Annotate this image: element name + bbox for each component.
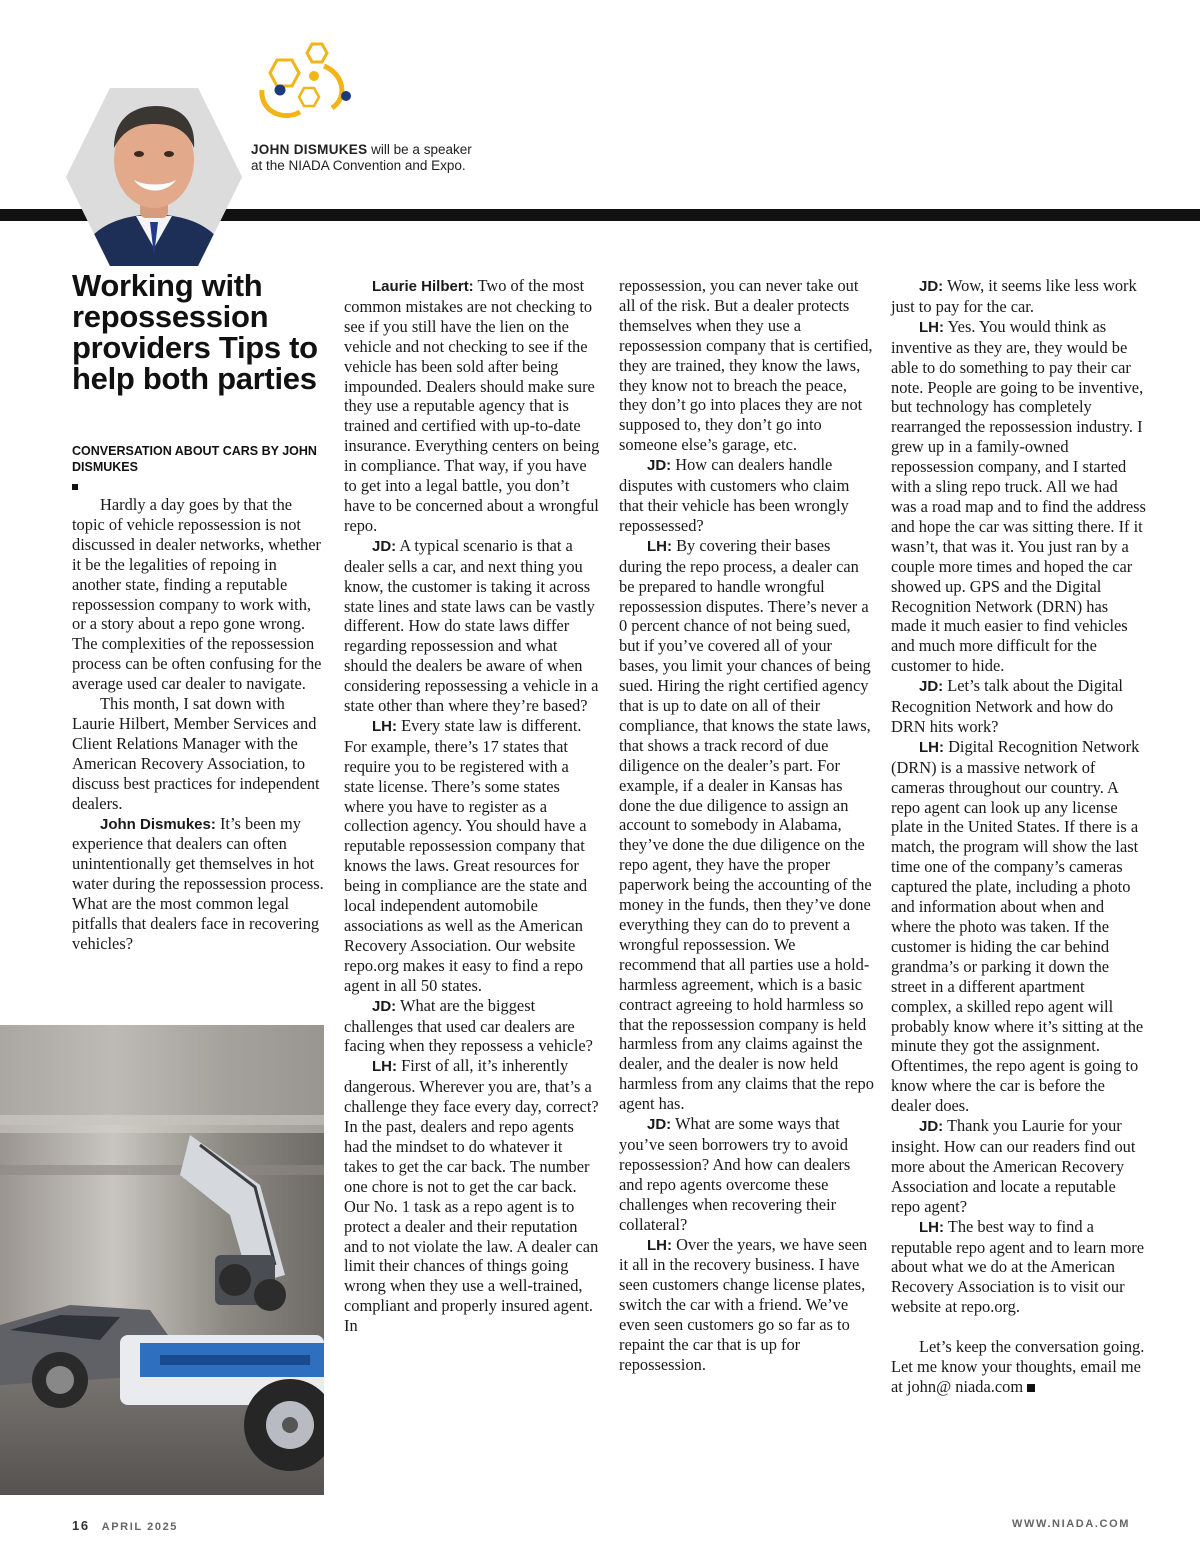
paragraph-text: repossession, you can never take out all of the risk. But a dealer protects themselves when they use a repossession company that is certified, they are trained, they know the laws, they know not to breach the peace, they don’t go into places they are not supposed to, they don’t go into someone else’s garage, etc.: [619, 276, 873, 455]
tow-truck-photo: [0, 1025, 324, 1495]
paragraph-text: Wow, it seems like less work just to pay for the car.: [891, 276, 1137, 316]
paragraph-text: The best way to find a reputable repo agent and to learn more about what we do at the American Recovery Association is to visit our website at repo.org.: [891, 1216, 1145, 1317]
paragraph-text: Every state law is different. For example, there’s 17 states that require you to be registered with a state license. There’s some states where you have to register as a collection agency. You should have a reputable repossession company that knows the laws. Great resources for being in compliance are the state and local independent automobile associations as well as the American Recovery Association. Our website repo.org makes it easy to find a repo agent in all 50 states.: [344, 715, 588, 995]
speaker-label: LH:: [647, 537, 672, 555]
footer-folio: [72, 1518, 178, 1533]
article-title: Working with repossession providers Tips to help both parties: [72, 268, 318, 396]
speaker-label: LH:: [919, 1218, 944, 1236]
paragraph: [72, 814, 328, 954]
speaker-label: LH:: [919, 738, 944, 756]
speaker-label: LH:: [372, 1058, 397, 1076]
paragraph-text: It’s been my experience that dealers can often unintentionally get themselves in hot water during the repossession process. What are the most common legal pitfalls that dealers face in recovering vehicles?: [72, 813, 324, 953]
paragraph-text: Over the years, we have seen it all in the recovery business. I have seen customers change license plates, switch the car with a friend. We’ve even seen customers go so far as to repaint the car that is up for repossession.: [619, 1234, 868, 1374]
issue-date: APRIL 2025: [101, 1521, 178, 1533]
speaker-label: LH:: [647, 1236, 672, 1254]
byline-bullet: [72, 484, 78, 490]
paragraph: [619, 1114, 875, 1234]
paragraph-continued: [619, 276, 875, 455]
footer-website: WWW.NIADA.COM: [1012, 1518, 1130, 1530]
paragraph: [72, 694, 328, 813]
speaker-label: JD:: [372, 997, 397, 1015]
paragraph-text: Let’s keep the conversation going. Let me know your thoughts, email me at john@ niada.com: [891, 1337, 1145, 1396]
paragraph: [344, 716, 600, 996]
paragraph-text: What are the biggest challenges that used car dealers are facing when they repossess a vehicle?: [344, 995, 593, 1056]
article-column-2: [344, 276, 600, 1336]
speaker-label: JD:: [919, 678, 944, 696]
paragraph: [344, 536, 600, 716]
paragraph-text: A typical scenario is that a dealer sells a car, and next thing you know, the customer is taking it across state lines and state laws can be vastly different. How do state laws differ regarding repossession and what should the dealers be aware of when considering repossessing a vehicle in a state other than where they’re based?: [344, 535, 599, 716]
speaker-note: [251, 142, 481, 174]
paragraph: [891, 676, 1147, 737]
paragraph-text: Two of the most common mistakes are not checking to see if you still have the lien on the vehicle and not checking to see if the vehicle has been sold after being impounded. Dealers should make sure they use a reputable agency that is trained and certified with up-to-date insurance. Everything centers on being in compliance. That way, if you have to get into a legal battle, you don’t have to be concerned about a wrongful repo.: [344, 276, 600, 535]
paragraph-text: Digital Recognition Network (DRN) is a massive network of cameras throughout our country. A repo agent can look up any license plate in the United States. If there is a match, the program will show the last time one of the company’s cameras captured the plate, including a photo and information about when and where the photo was taken. If the customer is hiding the car behind grandma’s or parking it down the street in a different apartment complex, a skilled repo agent will probably know where it’s sitting at the minute they got the assignment. Oftentimes, the repo agent is going to know where the car is before the dealer does.: [891, 736, 1144, 1116]
speaker-label: JD:: [647, 457, 672, 475]
paragraph-text: By covering their bases during the repo process, a dealer can be prepared to handle wrongful repossession disputes. There’s never a 0 percent chance of not being sued, but if you’ve covered all of your bases, you limit your chances of being sued. Hiring the right certified agency that is up to date on all of their compliance, that knows the state laws, that shows a track record of due diligence on the dealer’s part. For example, if a dealer in Kansas has done the due diligence to assign an account to somebody in Alabama, they’ve done the due diligence on the repo agent, they have the proper paperwork being the accounting of the money in the funds, then they’ve done everything they can do to prevent a wrongful repossession. We recommend that all parties use a hold-harmless agreement, which is a basic contract agreeing to hold harmless so that the repossession company is held harmless from any claims against the dealer, and the dealer is now held harmless from any claims that the repo agent has.: [619, 535, 874, 1114]
page-number: 16: [72, 1518, 90, 1533]
paragraph: [72, 495, 328, 694]
paragraph: [344, 996, 600, 1057]
paragraph-text: This month, I sat down with Laurie Hilbert, Member Services and Client Relations Manager with the American Recovery Association, to discuss best practices for independent dealers.: [72, 694, 320, 813]
speaker-name: JOHN DISMUKES: [251, 142, 368, 157]
paragraph-text: What are some ways that you’ve seen borrowers try to avoid repossession? And how can dealers and repo agents overcome these challenges when recovering their collateral?: [619, 1114, 851, 1234]
speaker-label: John Dismukes:: [100, 815, 216, 833]
paragraph-text: How can dealers handle disputes with customers who claim that their vehicle has been wrongly repossessed?: [619, 455, 850, 535]
paragraph-text: First of all, it’s inherently dangerous. Wherever you are, that’s a challenge they face every day, correct? In the past, dealers and repo agents had the mindset to do whatever it takes to get the car back. The number one chore is not to get the car back. Our No. 1 task as a repo agent is to protect a dealer and their reputation and to not violate the law. A dealer can limit their chances of things going wrong when they use a well-trained, compliant and properly insured agent. In: [344, 1056, 599, 1336]
article-column-4: [891, 276, 1147, 1397]
paragraph: [619, 455, 875, 536]
paragraph: [891, 1116, 1147, 1217]
speaker-label: JD:: [919, 278, 944, 295]
speaker-label: LH:: [919, 318, 944, 336]
speaker-label: JD:: [919, 1118, 944, 1136]
article-column-1: [72, 495, 328, 954]
paragraph: [891, 737, 1147, 1116]
paragraph-text: Hardly a day goes by that the topic of vehicle repossession is not discussed in dealer networks, whether it be the legalities of repoing in another state, finding a reputable repossession company to work with, or a story about a repo gone wrong. The complexities of the repossession process can be often confusing for the average used car dealer to navigate.: [72, 495, 322, 694]
paragraph: [619, 536, 875, 1114]
niada-hexagon-logo: [252, 40, 352, 120]
speaker-label: JD:: [372, 537, 397, 555]
paragraph: [891, 317, 1147, 676]
article-column-3: [619, 276, 875, 1375]
paragraph: [619, 1235, 875, 1375]
paragraph-text: Thank you Laurie for your insight. How can our readers find out more about the American Recovery Association and locate a reputable repo agent?: [891, 1116, 1136, 1216]
paragraph: [891, 276, 1147, 317]
paragraph: [344, 276, 600, 536]
paragraph: [344, 1056, 600, 1336]
speaker-label: LH:: [372, 717, 397, 735]
paragraph-text: Yes. You would think as inventive as they are, they would be able to do something to pay their car note. People are going to be inventive, but technology has completely rearranged the repossession industry. I grew up in a family-owned repossession company, and I started with a sling repo truck. All we had was a road map and to find the address and hope the car was sitting there. If it wasn’t, that was it. You just ran by a couple more times and hoped the car showed up. GPS and the Digital Recognition Network (DRN) has made it much easier to find vehicles and much more difficult for the customer to hide.: [891, 316, 1146, 676]
speaker-note-text: will be a speaker at the NIADA Convention and Expo.: [251, 142, 472, 173]
paragraph-text: Let’s talk about the Digital Recognition Network and how do DRN hits work?: [891, 676, 1123, 736]
closing-paragraph: [891, 1337, 1147, 1397]
end-mark: [1027, 1384, 1035, 1392]
portrait-illustration: [66, 88, 242, 266]
article-byline: CONVERSATION ABOUT CARS BY JOHN DISMUKES: [72, 444, 317, 474]
paragraph: [891, 1217, 1147, 1318]
speaker-label: Laurie Hilbert:: [372, 278, 474, 295]
speaker-label: JD:: [647, 1116, 672, 1134]
author-portrait: [66, 88, 242, 266]
